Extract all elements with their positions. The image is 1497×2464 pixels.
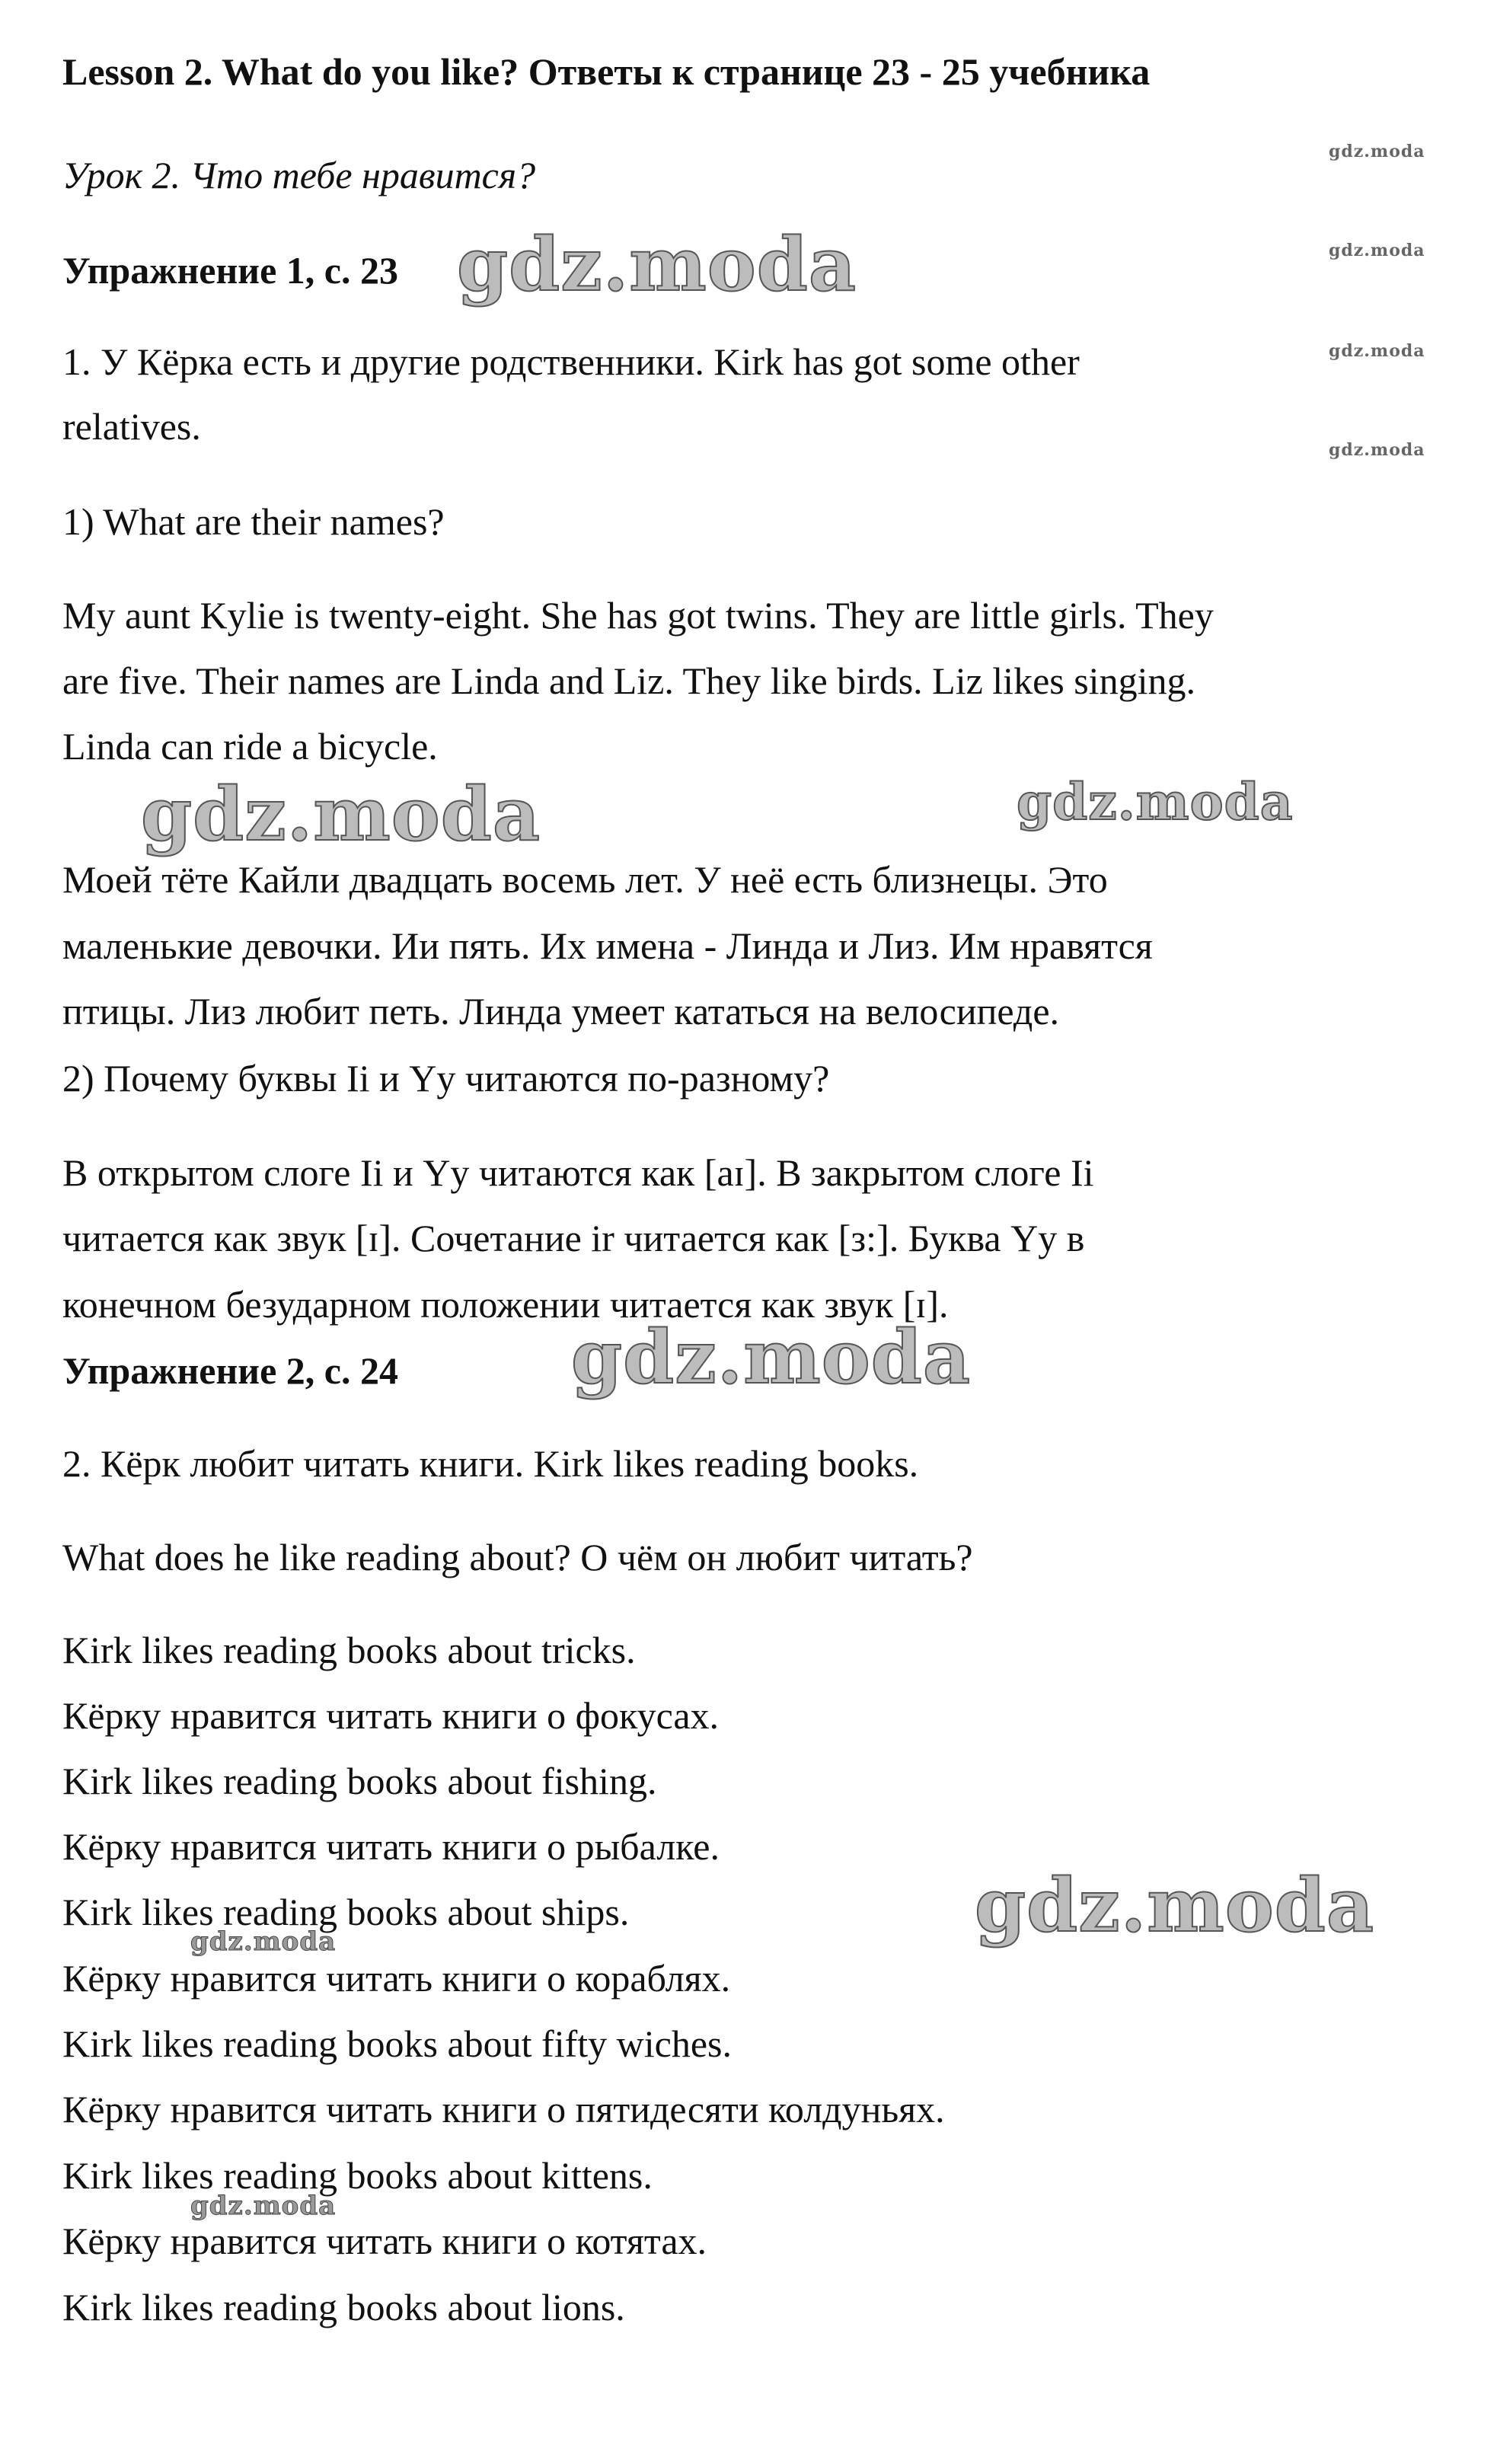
exercise-2-line: Kirk likes reading books about fishing. [62,1760,657,1802]
exercise-2-task: 2. Кёрк любит читать книги. Kirk likes reading books. [62,1442,919,1485]
exercise-1-english-line-2: are five. Their names are Linda and Liz. They like birds. Liz likes singing. [62,659,1195,702]
exercise-1-question-2: 2) Почему буквы Ii и Yy читаются по-разному? [62,1057,830,1100]
exercise-2-line: Kirk likes reading books about ships. [62,1891,630,1933]
exercise-1-russian-line-1: Моей тёте Кайли двадцать восемь лет. У неё есть близнецы. Это [62,858,1108,901]
watermark-logo: gdz.moda [1329,440,1425,460]
exercise-2-line: Кёрку нравится читать книги о кораблях. [62,1957,731,2000]
exercise-2-line: Кёрку нравится читать книги о котятах. [62,2220,707,2262]
exercise-2-question: What does he like reading about? О чём он любит читать? [62,1536,973,1578]
exercise-2-heading: Упражнение 2, с. 24 [62,1349,398,1392]
exercise-2-line: Kirk likes reading books about fifty wiches. [62,2022,732,2065]
exercise-1-russian-line-3: птицы. Лиз любит петь. Линда умеет кататься на велосипеде. [62,990,1060,1033]
watermark-logo: gdz.moda [1329,241,1425,260]
exercise-1-english-line-1: My aunt Kylie is twenty-eight. She has got twins. They are little girls. They [62,594,1214,637]
watermark-logo: gdz.moda [457,222,857,308]
exercise-1-answer-line-2: читается как звук [ɪ]. Сочетание ir читается как [з:]. Буква Yy в [62,1217,1085,1259]
exercise-2-line: Кёрку нравится читать книги о пятидесяти колдуньях. [62,2088,945,2130]
exercise-1-task-line-1: 1. У Кёрка есть и другие родственники. Kirk has got some other [62,340,1080,383]
page-header: Lesson 2. What do you like? Ответы к странице 23 - 25 учебника [62,50,1151,93]
watermark-logo: gdz.moda [1329,142,1425,161]
exercise-2-line: Кёрку нравится читать книги о фокусах. [62,1694,720,1737]
exercise-1-answer-line-1: В открытом слоге Ii и Yy читаются как [aɪ]. В закрытом слоге Ii [62,1151,1094,1194]
exercise-1-question-1: 1) What are their names? [62,500,445,543]
exercise-2-line: Kirk likes reading books about kittens. [62,2154,653,2197]
exercise-1-task-line-2: relatives. [62,405,201,448]
exercise-1-answer-line-3: конечном безударном положении читается как звук [ɪ]. [62,1283,949,1326]
exercise-2-line: Kirk likes reading books about lions. [62,2286,625,2328]
exercise-1-russian-line-2: маленькие девочки. Ии пять. Их имена - Линда и Лиз. Им нравятся [62,924,1153,967]
watermark-logo: gdz.moda [141,771,541,857]
exercise-1-english-line-3: Linda can ride a bicycle. [62,725,438,768]
watermark-logo: gdz.moda [1329,341,1425,361]
exercise-1-heading: Упражнение 1, с. 23 [62,249,398,292]
exercise-2-line: Kirk likes reading books about tricks. [62,1629,636,1671]
watermark-logo: gdz.moda [1017,772,1294,831]
watermark-logo: gdz.moda [190,1926,337,1957]
watermark-logo: gdz.moda [571,1314,972,1400]
watermark-logo: gdz.moda [975,1862,1375,1949]
watermark-logo: gdz.moda [190,2191,337,2221]
exercise-2-line: Кёрку нравится читать книги о рыбалке. [62,1825,720,1868]
page-subtitle: Урок 2. Что тебе нравится? [62,154,536,196]
